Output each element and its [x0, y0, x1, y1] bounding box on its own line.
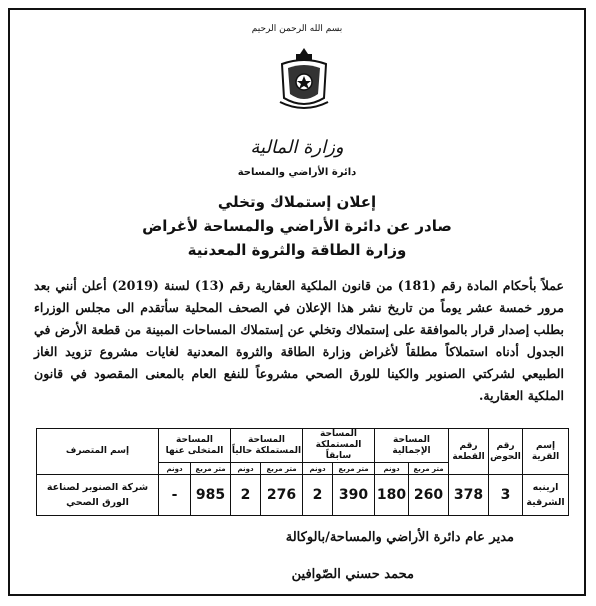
header-plot: رقم القطعة: [449, 429, 489, 475]
header-basin: رقم الحوض: [489, 429, 523, 475]
table-header-row: [37, 429, 569, 463]
header-total-area: المساحة الإجمالية: [375, 429, 449, 463]
header-village: إسم القرية: [523, 429, 569, 475]
unit-dunum: دونم: [375, 463, 409, 475]
cell-rel-dunum: -: [159, 475, 191, 516]
cell-prev-sqm: 390: [333, 475, 375, 516]
unit-sqm: متر مربع: [191, 463, 231, 475]
unit-sqm: متر مربع: [409, 463, 449, 475]
cell-curr-sqm: 276: [261, 475, 303, 516]
header-curr-acquired: المساحة المستملكة حالياً: [231, 429, 303, 463]
cell-basin: 3: [489, 475, 523, 516]
cell-prev-dunum: 2: [303, 475, 333, 516]
cell-owner: شركة الصنوبر لصناعة الورق الصحي: [37, 475, 159, 516]
cell-total-dunum: 180: [375, 475, 409, 516]
cell-plot: 378: [449, 475, 489, 516]
ministry-name: وزارة المالية: [250, 137, 344, 158]
unit-dunum: دونم: [231, 463, 261, 475]
announcement-body: عملاً بأحكام المادة رقم (181) من قانون الملكية العقارية رقم (13) لسنة (2019) أعلن أنني بعد مرور خمسة عشر يوماً من تاريخ نشر هذا الإعلان في الصحف المحلية سأتقدم الى مجلس الوزراء بطلب إصدار قرار بالموافقة على إستملاك وتخلي عن إستملاك المساحات المبينة من قطعة الأرض في الجدول أدناه استملاكاً مطلقاً لأغراض وزارة الطاقة والثروة المعدنية لغايات مشروع تزويد الغاز الطبيعي لشركتي الصنوبر والكينا للورق الصحي مشروعاً للنفع العام بالمعنى المقصود في قانون الملكية العقارية.: [34, 278, 565, 403]
unit-dunum: دونم: [303, 463, 333, 475]
header-prev-acquired: المساحة المستملكة سابقاً: [303, 429, 375, 463]
cell-village: ارينبه الشرقية: [523, 475, 569, 516]
announcement-purpose: وزارة الطاقة والثروة المعدنية: [187, 241, 407, 259]
signatory-title: مدير عام دائرة الأراضي والمساحة/بالوكالة: [285, 530, 514, 545]
cell-total-sqm: 260: [409, 475, 449, 516]
unit-dunum: دونم: [159, 463, 191, 475]
announcement-frame: [8, 8, 586, 596]
cell-curr-dunum: 2: [231, 475, 261, 516]
announcement-title: إعلان إستملاك وتخلي: [217, 193, 377, 211]
basmala-header: بسم الله الرحمن الرحيم: [251, 24, 343, 34]
header-owner: إسم المتصرف: [37, 429, 159, 475]
header-relinquished: المساحة المتخلى عنها: [159, 429, 231, 463]
table-row: [37, 475, 569, 516]
land-table: [36, 428, 569, 516]
department-name: دائرة الأراضي والمساحة: [237, 167, 357, 178]
announcement-subtitle: صادر عن دائرة الأراضي والمساحة لأغراض: [142, 217, 452, 235]
cell-rel-sqm: 985: [191, 475, 231, 516]
coat-of-arms-icon: [274, 46, 334, 114]
unit-sqm: متر مربع: [333, 463, 375, 475]
unit-sqm: متر مربع: [261, 463, 303, 475]
signatory-name: محمد حسني الصّوافين: [291, 567, 414, 582]
